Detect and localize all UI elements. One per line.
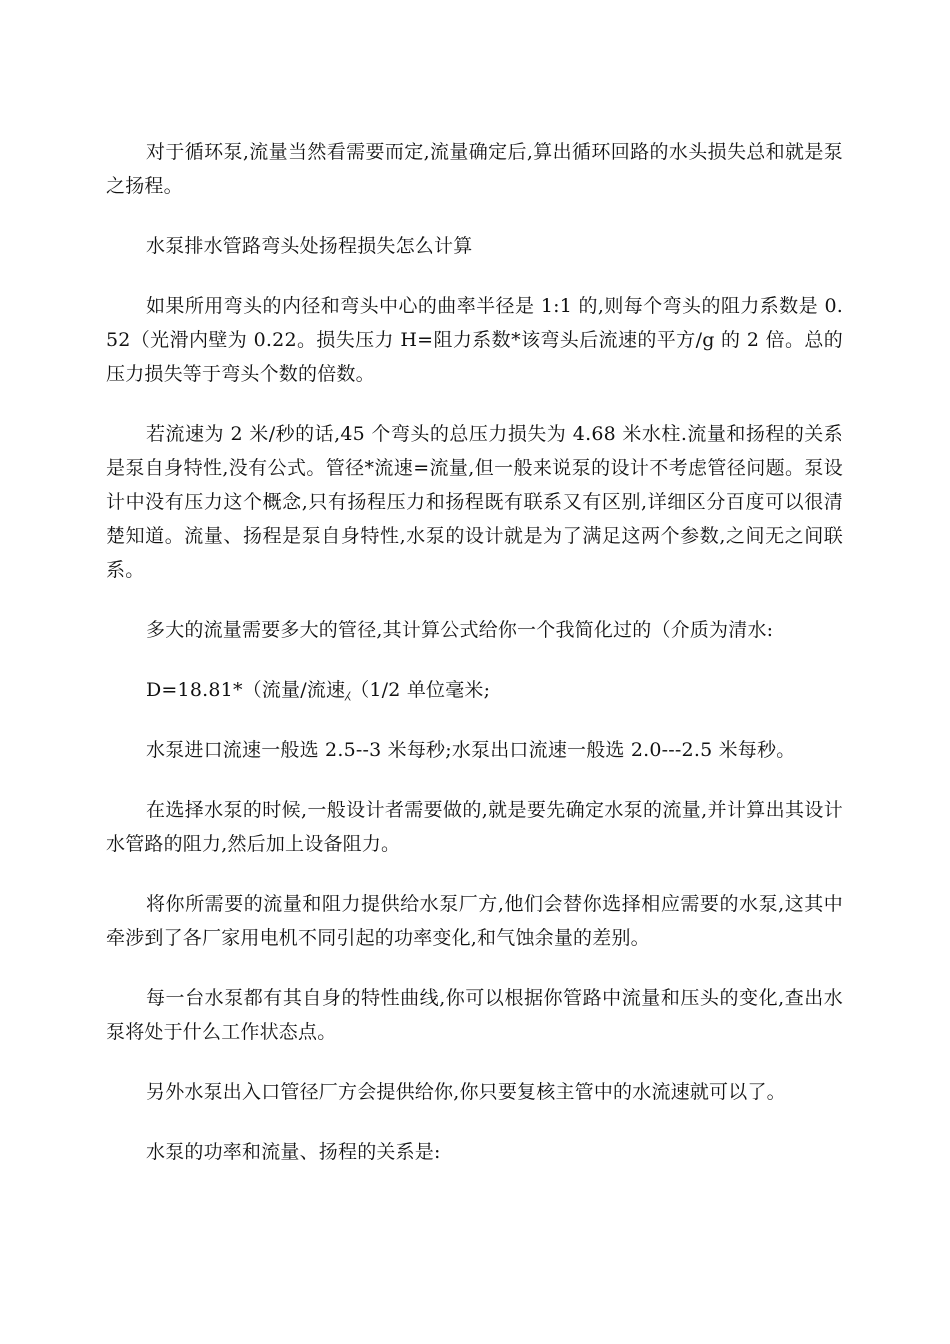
paragraph-flow-head-relation: 若流速为 2 米/秒的话,45 个弯头的总压力损失为 4.68 米水柱.流量和扬程的关系是泵自身特性,没有公式。管径*流速=流量,但一般来说泵的设计不考虑管径问题。泵设计中没有压力这个概念,只有扬程压力和扬程既有联系又有区别,详细区分百度可以很清楚知道。流量、扬程是泵自身特性,水泵的设计就是为了满足这两个参数,之间无之间联系。: [106, 423, 843, 581]
paragraph-characteristic-curve: 每一台水泵都有其自身的特性曲线,你可以根据你管路中流量和压头的变化,查出水泵将处于什么工作状态点。: [106, 987, 843, 1043]
paragraph-diameter-formula: D=18.81*（流量/流速⁁（1/2 单位毫米;: [146, 679, 491, 701]
paragraph-elbow-resistance: 如果所用弯头的内径和弯头中心的曲率半径是 1:1 的,则每个弯头的阻力系数是 0.52（光滑内壁为 0.22。损失压力 H=阻力系数*该弯头后流速的平方/g 的 2 倍。总的压力损失等于弯头个数的倍数。: [106, 295, 843, 385]
paragraph-inlet-outlet: 另外水泵出入口管径厂方会提供给你,你只要复核主管中的水流速就可以了。: [146, 1081, 786, 1103]
document-page: [106, 135, 843, 1195]
paragraph-manufacturer: 将你所需要的流量和阻力提供给水泵厂方,他们会替你选择相应需要的水泵,这其中牵涉到了各厂家用电机不同引起的功率变化,和气蚀余量的差别。: [106, 893, 843, 949]
paragraph-flow-velocity: 水泵进口流速一般选 2.5--3 米每秒;水泵出口流速一般选 2.0---2.5 米每秒。: [146, 739, 796, 761]
paragraph-power-relation: 水泵的功率和流量、扬程的关系是:: [146, 1141, 441, 1163]
paragraph-heading-elbow-loss: 水泵排水管路弯头处扬程损失怎么计算: [146, 235, 473, 257]
paragraph-pump-selection: 在选择水泵的时候,一般设计者需要做的,就是要先确定水泵的流量,并计算出其设计水管路的阻力,然后加上设备阻力。: [106, 799, 843, 855]
paragraph-pipe-diameter-intro: 多大的流量需要多大的管径,其计算公式给你一个我简化过的（介质为清水:: [146, 619, 774, 641]
paragraph-circulation-pump: 对于循环泵,流量当然看需要而定,流量确定后,算出循环回路的水头损失总和就是泵之扬程。: [106, 141, 843, 197]
